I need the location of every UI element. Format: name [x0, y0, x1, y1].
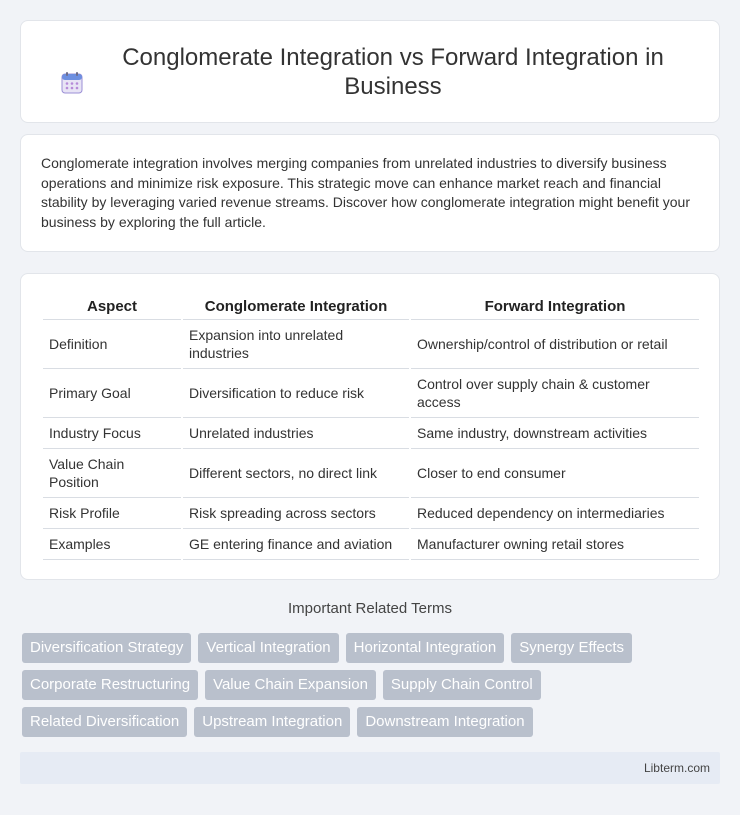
- intro-card: [20, 134, 720, 252]
- related-terms-heading: Important Related Terms: [288, 600, 452, 617]
- table-header-row: [43, 296, 699, 320]
- tag-value-chain-expansion[interactable]: Value Chain Expansion: [205, 670, 376, 700]
- table-cell: GE entering finance and aviation: [183, 529, 409, 560]
- title-card: [20, 20, 720, 123]
- tag-upstream-integration[interactable]: Upstream Integration: [194, 707, 350, 737]
- table-cell: Value Chain Position: [43, 449, 181, 498]
- table-row: [43, 418, 699, 449]
- column-header-forward: Forward Integration: [411, 296, 699, 320]
- tag-related-diversification[interactable]: Related Diversification: [22, 707, 187, 737]
- table-cell: Control over supply chain & customer access: [411, 369, 699, 418]
- table-row: [43, 449, 699, 498]
- table-row: [43, 529, 699, 560]
- table-cell: Same industry, downstream activities: [411, 418, 699, 449]
- table-cell: Different sectors, no direct link: [183, 449, 409, 498]
- tag-row: [22, 670, 722, 700]
- tag-vertical-integration[interactable]: Vertical Integration: [198, 633, 338, 663]
- tag-horizontal-integration[interactable]: Horizontal Integration: [346, 633, 505, 663]
- table-cell: Closer to end consumer: [411, 449, 699, 498]
- tag-downstream-integration[interactable]: Downstream Integration: [357, 707, 532, 737]
- calendar-icon: [60, 71, 84, 95]
- table-cell: Reduced dependency on intermediaries: [411, 498, 699, 529]
- tag-diversification-strategy[interactable]: Diversification Strategy: [22, 633, 191, 663]
- intro-paragraph: Conglomerate integration involves merging companies from unrelated industries to diversify business operations and minimize risk exposure. This strategic move can enhance market reach and financial stability by leveraging varied revenue streams. Discover how conglomerate integration might benefit your business by exploring the full article.: [41, 155, 690, 230]
- related-terms-list: [22, 633, 722, 744]
- tag-row: [22, 633, 722, 663]
- footer: [20, 752, 720, 784]
- page-title: Conglomerate Integration vs Forward Integration in Business: [122, 43, 664, 100]
- table-cell: Diversification to reduce risk: [183, 369, 409, 418]
- tag-corporate-restructuring[interactable]: Corporate Restructuring: [22, 670, 198, 700]
- table-cell: Definition: [43, 320, 181, 369]
- table-cell: Ownership/control of distribution or retail: [411, 320, 699, 369]
- footer-site-link[interactable]: Libterm.com: [643, 761, 710, 775]
- comparison-table: [41, 296, 701, 560]
- tag-row: [22, 707, 722, 737]
- comparison-card: [20, 273, 720, 580]
- tag-synergy-effects[interactable]: Synergy Effects: [511, 633, 632, 663]
- table-cell: Manufacturer owning retail stores: [411, 529, 699, 560]
- table-row: [43, 369, 699, 418]
- table-row: [43, 320, 699, 369]
- table-cell: Risk Profile: [43, 498, 181, 529]
- table-cell: Risk spreading across sectors: [183, 498, 409, 529]
- table-cell: Expansion into unrelated industries: [183, 320, 409, 369]
- table-row: [43, 498, 699, 529]
- table-cell: Examples: [43, 529, 181, 560]
- tag-supply-chain-control[interactable]: Supply Chain Control: [383, 670, 541, 700]
- table-cell: Unrelated industries: [183, 418, 409, 449]
- column-header-aspect: Aspect: [43, 296, 181, 320]
- table-cell: Industry Focus: [43, 418, 181, 449]
- column-header-conglomerate: Conglomerate Integration: [183, 296, 409, 320]
- table-cell: Primary Goal: [43, 369, 181, 418]
